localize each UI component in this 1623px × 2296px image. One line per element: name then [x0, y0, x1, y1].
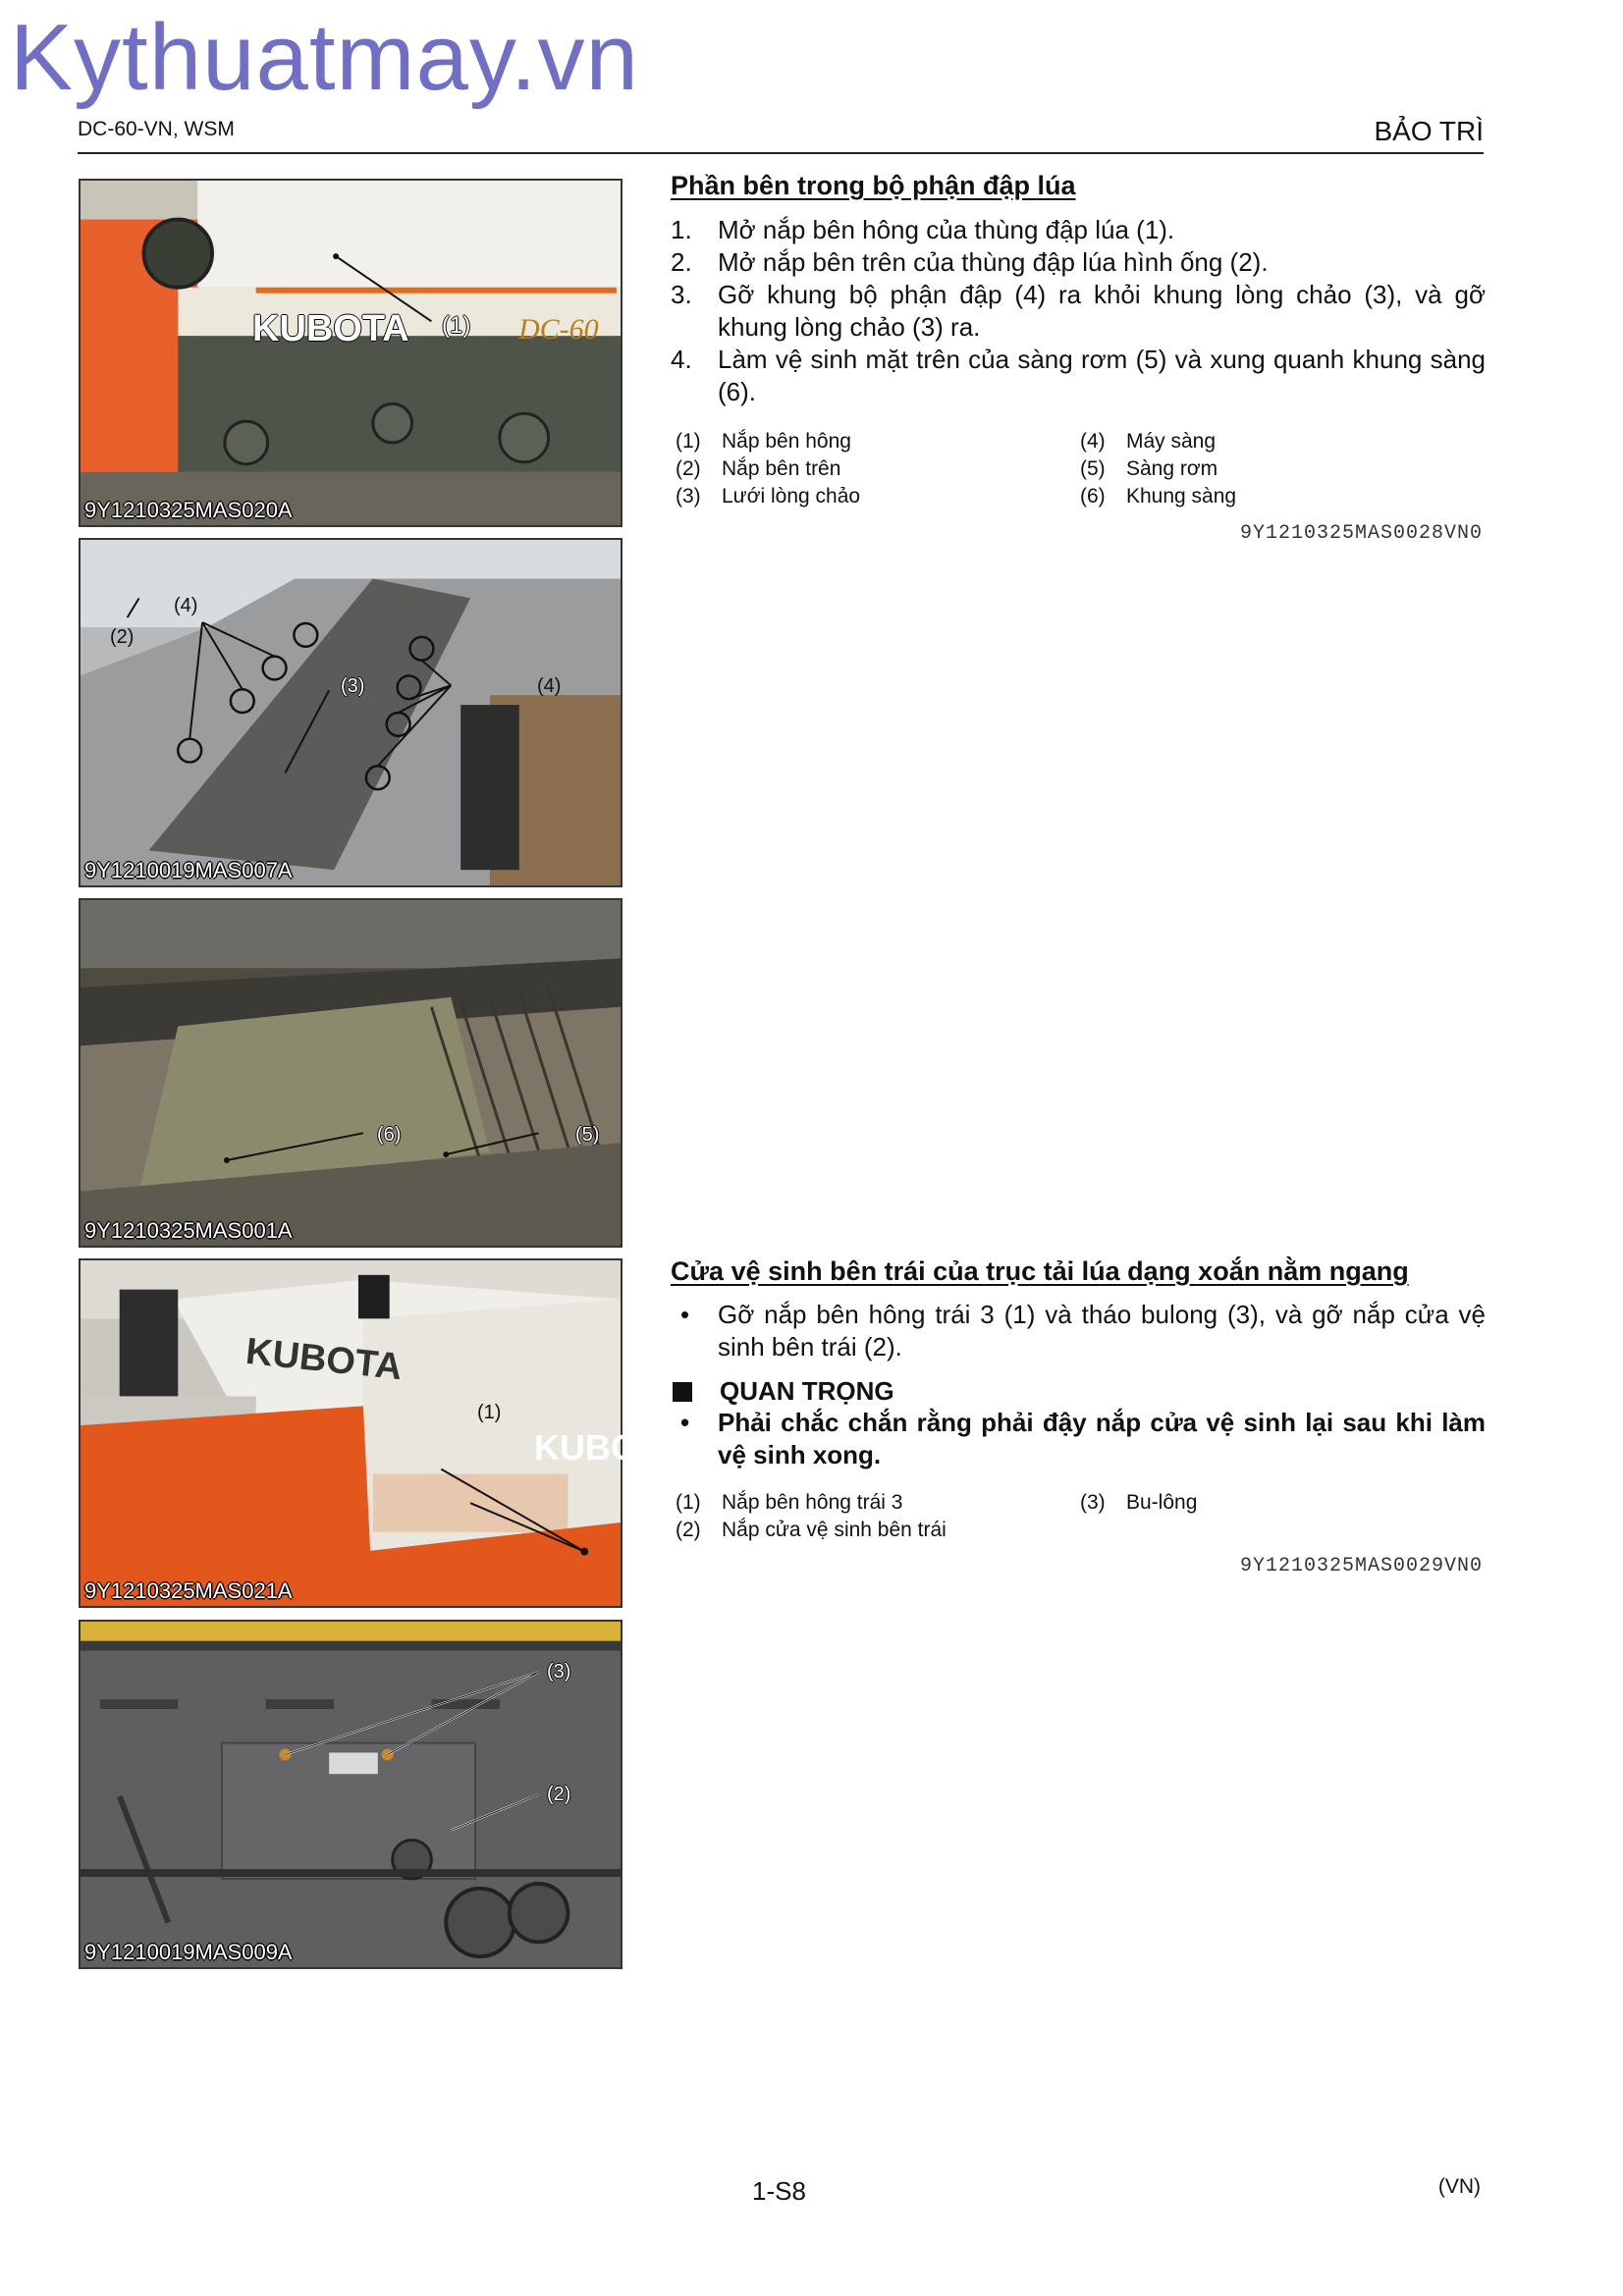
photo4-callout-1: (1) [477, 1402, 502, 1423]
photo2-code: 9Y1210019MAS007A [84, 858, 293, 882]
legend-item [676, 428, 1080, 455]
legend-number: (2) [676, 457, 701, 480]
photo-straw-sieve [79, 898, 622, 1248]
legend-item [1080, 1517, 1485, 1544]
step-item [671, 214, 1486, 246]
header-model: DC-60-VN, WSM [78, 118, 235, 140]
step-item [671, 344, 1486, 408]
legend-row [676, 1489, 1490, 1517]
bullet-dot: • [680, 1300, 690, 1329]
legend-text: Nắp bên hông trái 3 [722, 1491, 903, 1514]
step-text: Mở nắp bên hông của thùng đập lúa (1). [718, 215, 1175, 244]
photo-thresher-side [79, 179, 622, 527]
legend-number: (4) [1080, 430, 1106, 453]
photo-left-cover [79, 1258, 638, 1608]
photo1-code: 9Y1210325MAS020A [84, 498, 293, 522]
bullet-dot: • [680, 1408, 690, 1437]
photo1-model: DC-60 [518, 313, 599, 346]
important-square-icon [673, 1382, 692, 1402]
section1-steps [671, 214, 1486, 408]
legend-item [1080, 1489, 1485, 1517]
photo2-callout-2: (2) [110, 626, 135, 648]
photo5-code: 9Y1210019MAS009A [84, 1940, 293, 1964]
photo4-brand-partial: KUBO [534, 1427, 638, 1468]
watermark: Kythuatmay.vn [10, 5, 639, 110]
photo2-callout-3: (3) [341, 675, 365, 697]
legend-text: Nắp bên trên [722, 457, 841, 480]
photo3-callout-6: (6) [377, 1124, 402, 1146]
legend-row [676, 1517, 1490, 1544]
legend-item [676, 483, 1080, 510]
photo5-callout-2: (2) [547, 1784, 571, 1805]
legend-item [1080, 483, 1485, 510]
photo5-callout-3: (3) [547, 1661, 571, 1682]
photo1-callout-1: (1) [442, 312, 471, 339]
legend-number: (3) [676, 485, 701, 507]
legend-row [676, 455, 1490, 483]
step-item [671, 279, 1486, 344]
step-number: 4. [671, 345, 692, 374]
photo2-callout-4b: (4) [537, 675, 562, 697]
photo-cleaning-door [79, 1620, 622, 1969]
photo-cleaning-door-image [81, 1622, 621, 1967]
photo-thresher-interior [79, 538, 622, 887]
legend-number: (1) [676, 1491, 701, 1514]
section2-legend [676, 1489, 1490, 1544]
legend-item [676, 1489, 1080, 1517]
legend-row [676, 428, 1490, 455]
legend-item [676, 1517, 1080, 1544]
legend-number: (2) [676, 1519, 701, 1541]
step-number: 3. [671, 280, 692, 309]
photo3-code: 9Y1210325MAS001A [84, 1218, 293, 1243]
legend-item [1080, 428, 1485, 455]
photo-straw-sieve-image [81, 900, 621, 1246]
step-text: Gỡ khung bộ phận đập (4) ra khỏi khung lòng chảo (3), và gỡ khung lòng chảo (3) ra. [718, 280, 1486, 342]
language-tag: (VN) [1437, 2175, 1481, 2198]
photo4-code: 9Y1210325MAS021A [84, 1578, 293, 1603]
section2-code: 9Y1210325MAS0029VN0 [1239, 1555, 1483, 1577]
legend-text: Bu-lông [1126, 1491, 1198, 1514]
section1-title: Phần bên trong bộ phận đập lúa [671, 171, 1076, 200]
photo4-brand: KUBOTA [243, 1330, 405, 1389]
header-section: BẢO TRÌ [1374, 116, 1484, 146]
step-item [671, 246, 1486, 279]
step-number: 2. [671, 247, 692, 277]
header-rule [78, 152, 1484, 154]
photo2-callout-4a: (4) [174, 595, 198, 616]
page-number: 1-S8 [752, 2176, 806, 2206]
step-number: 1. [671, 215, 692, 244]
photo-thresher-interior-image [81, 540, 621, 885]
legend-text: Khung sàng [1126, 485, 1237, 507]
important-bullet [671, 1407, 1486, 1471]
photo1-brand: KUBOTA [252, 308, 409, 349]
legend-row [676, 483, 1490, 510]
legend-text: Sàng rơm [1126, 457, 1218, 480]
legend-text: Lưới lòng chảo [722, 485, 861, 507]
important-label: QUAN TRỌNG [720, 1376, 894, 1406]
legend-number: (3) [1080, 1491, 1106, 1514]
section1-code: 9Y1210325MAS0028VN0 [1239, 522, 1483, 545]
step-text: Mở nắp bên trên của thùng đập lúa hình ống (2). [718, 247, 1269, 277]
legend-text: Nắp bên hông [722, 430, 851, 453]
photo3-callout-5: (5) [575, 1124, 600, 1146]
photo-thresher-side-image [81, 181, 621, 525]
section2-bullet [671, 1299, 1486, 1363]
legend-number: (5) [1080, 457, 1106, 480]
section1-legend [676, 428, 1490, 510]
legend-item [1080, 455, 1485, 483]
legend-number: (1) [676, 430, 701, 453]
legend-number: (6) [1080, 485, 1106, 507]
legend-number [1080, 1517, 1126, 1544]
important-text: Phải chắc chắn rằng phải đậy nắp cửa vệ sinh lại sau khi làm vệ sinh xong. [718, 1408, 1486, 1469]
important-heading [671, 1376, 894, 1407]
section2-title: Cửa vệ sinh bên trái của trục tải lúa dạng xoắn nằm ngang [671, 1256, 1409, 1286]
legend-item [676, 455, 1080, 483]
legend-text: Máy sàng [1126, 430, 1217, 453]
step-text: Làm vệ sinh mặt trên của sàng rơm (5) và xung quanh khung sàng (6). [718, 345, 1486, 406]
bullet-text: Gỡ nắp bên hông trái 3 (1) và tháo bulong (3), và gỡ nắp cửa vệ sinh bên trái (2). [718, 1300, 1486, 1362]
legend-text: Nắp cửa vệ sinh bên trái [722, 1519, 947, 1541]
